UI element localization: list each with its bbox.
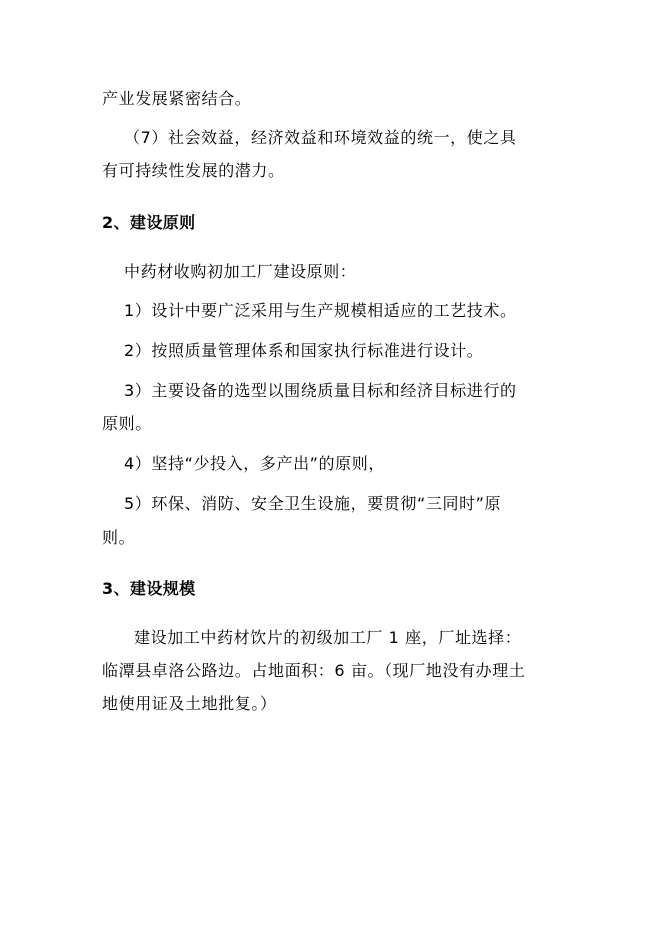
list-item: 1）设计中要广泛采用与生产规模相适应的工艺技术。 xyxy=(124,301,517,320)
list-item: 4）坚持“少投入，多产出”的原则， xyxy=(124,454,385,473)
list-item-continuation: 则。 xyxy=(102,528,136,547)
list-item: 3）主要设备的选型以围绕质量目标和经济目标进行的 xyxy=(124,381,517,400)
section-heading-2: 2、建设原则 xyxy=(102,213,196,232)
paragraph-line: 中药材收购初加工厂建设原则： xyxy=(124,262,357,281)
paragraph-line: 有可持续性发展的潜力。 xyxy=(102,161,285,180)
paragraph-line: （7）社会效益，经济效益和环境效益的统一，使之具 xyxy=(124,128,517,147)
paragraph-line: 地使用证及土地批复。） xyxy=(102,694,277,713)
paragraph-line: 产业发展紧密结合。 xyxy=(102,89,252,108)
paragraph-line: 建设加工中药材饮片的初级加工厂 1 座，厂址选择： xyxy=(134,628,522,647)
list-item-continuation: 原则。 xyxy=(102,414,152,433)
paragraph-line: 临潭县卓洛公路边。占地面积：6 亩。（现厂地没有办理土 xyxy=(102,661,526,680)
list-item: 2）按照质量管理体系和国家执行标准进行设计。 xyxy=(124,341,484,360)
section-heading-3: 3、建设规模 xyxy=(102,579,196,598)
list-item: 5）环保、消防、安全卫生设施，要贯彻“三同时”原 xyxy=(124,494,502,513)
